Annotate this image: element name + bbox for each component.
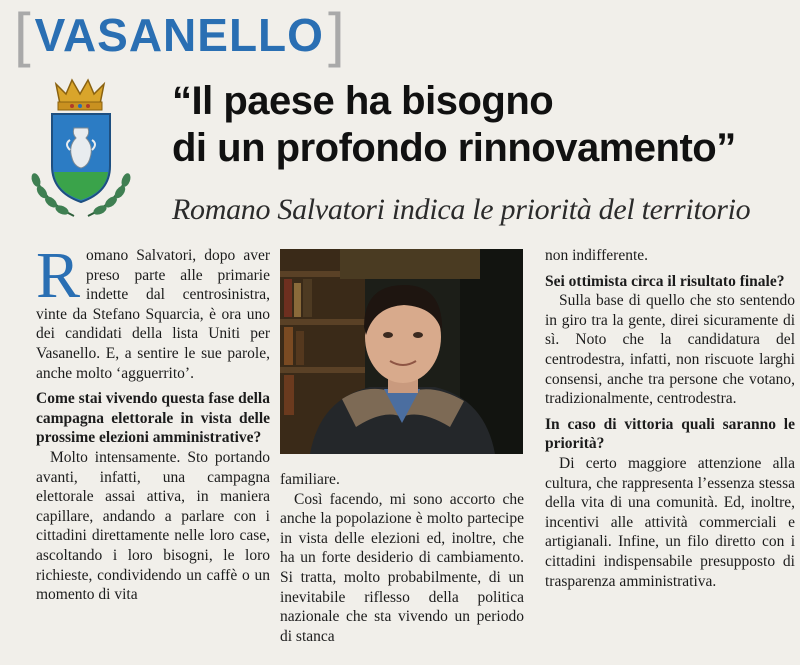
question-3: In caso di vittoria quali saranno le priorità? [545,415,795,453]
right-bracket: ] [327,1,345,68]
article-column-1 [36,239,270,605]
intro-text: omano Salvatori, dopo aver preso parte alle primarie indette dal centrosinistra, vinte da Stefano Squarcia, è ora uno dei candidati della lista Uniti per Vasanello. E, a sentire le sue parole, anche molto ‘agguerrito’. [36,247,270,382]
section-title: VASANELLO [34,9,324,61]
subheadline: Romano Salvatori indica le priorità del territorio [172,193,751,226]
left-bracket: [ [14,1,31,68]
section-header [14,1,345,68]
article-column-3 [545,246,795,591]
headline [172,78,792,172]
answer-1-continued: familiare. [280,471,340,488]
portrait-photo [280,249,523,454]
answer-1-paragraph-2: Così facendo, mi sono accorto che anche la popolazione è molto partecipe in vista delle elezioni ed, inoltre, che ha un forte desiderio di cambiamento. Si tratta, molto probabilmente, di un inevitabile riflesso della politica nazionale che sta vivendo un periodo di stanca [280,490,524,645]
question-2: Sei ottimista circa il risultato finale? [545,272,785,290]
answer-3: Di certo maggiore attenzione alla cultura, che rappresenta l’essenza stessa della vita di una comunità. Ed, inoltre, incentivi alle attività commerciali e artigianali. Infine, un filo diretto con i cittadini indispensabile presupposto di trasparenza amministrativa. [545,454,795,590]
answer-1: Molto intensamente. Sto portando avanti, infatti, una campagna elettorale assai attiva, in maniera capillare, andando a parlare con i cittadini direttamente nelle loro case, ascoltando i loro bisogni, le loro richieste, condividendo un caffè o un momento di vita [36,448,270,604]
shield-icon [52,114,110,202]
headline-line-2: di un profondo rinnovamento” [172,126,736,170]
intro-paragraph [36,239,270,383]
question-1: Come stai vivendo questa fase della campagna elettorale in vista delle prossime elezioni amministrative? [36,390,270,447]
answer-2: Sulla base di quello che sto sentendo in giro tra la gente, direi sicuramente di sì. Noto che la candidatura del centrodestra, infatti, non riscuote larghi consensi, anche tra persone che votano, tradizionalmente, centrodestra. [545,292,795,408]
drop-cap: R [36,239,81,312]
coat-of-arms-icon [14,74,148,224]
article-column-2 [280,470,524,646]
headline-line-1: “Il paese ha bisogno [172,79,554,123]
answer-1-end: non indifferente. [545,247,649,264]
crown-icon [56,80,104,110]
